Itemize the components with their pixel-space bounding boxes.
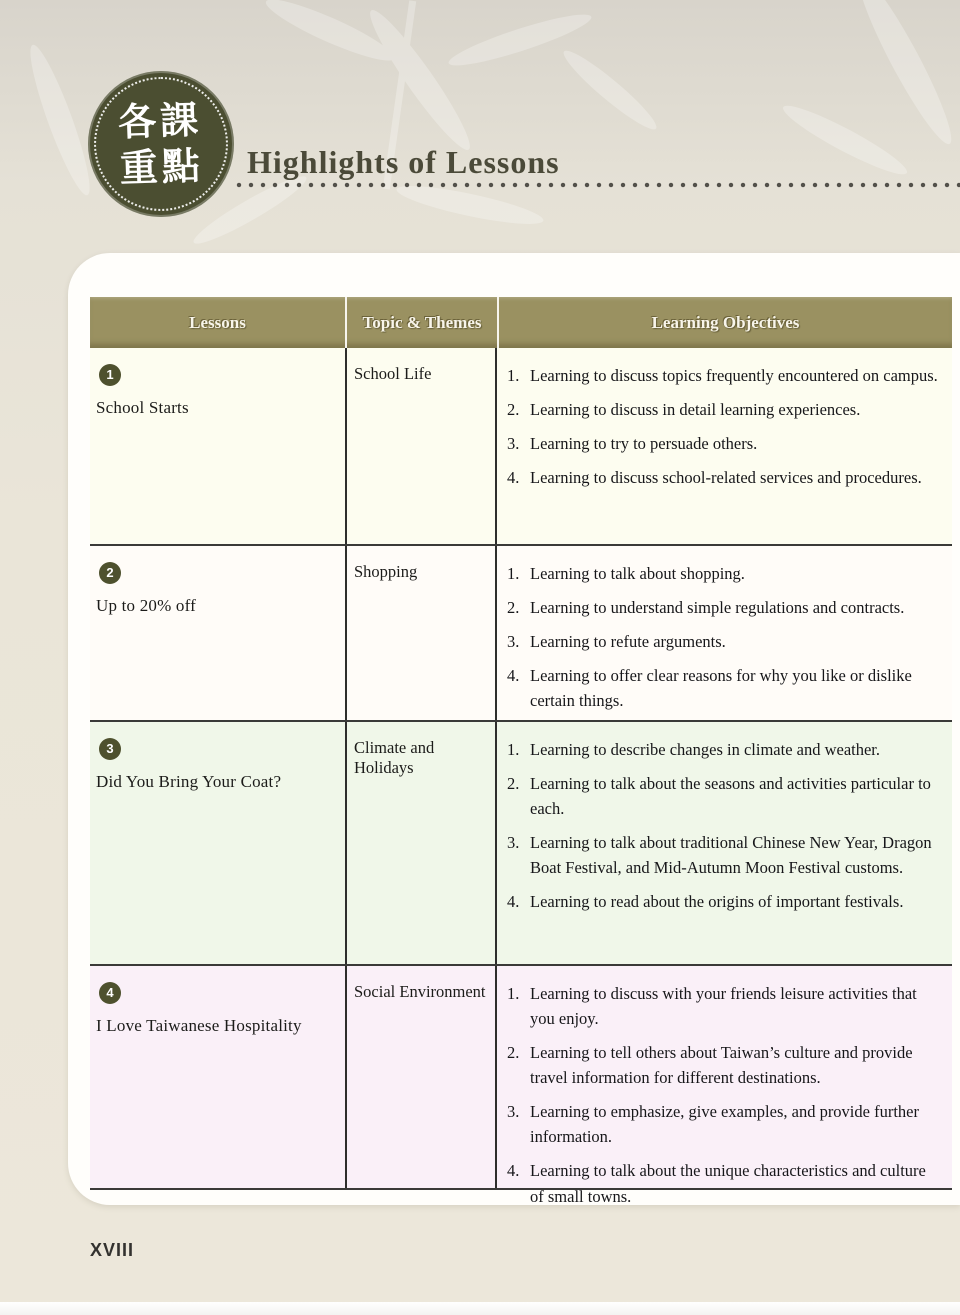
topic-text: School Life xyxy=(354,364,432,383)
lesson-number-badge: 2 xyxy=(99,562,121,584)
column-header-objectives: Learning Objectives xyxy=(497,297,952,348)
topic-text: Climate and Holidays xyxy=(354,738,435,777)
objective-item: Learning to talk about the seasons and activities particular to each. xyxy=(530,774,931,819)
page-bottom-strip xyxy=(0,1302,960,1315)
lesson-title: I Love Taiwanese Hospitality xyxy=(96,1016,302,1035)
lesson-cell xyxy=(90,722,345,964)
topic-text: Shopping xyxy=(354,562,418,581)
objectives-list xyxy=(505,981,938,1209)
objectives-cell xyxy=(497,966,950,1206)
topic-cell xyxy=(345,966,497,1188)
objective-item: Learning to emphasize, give examples, and provide further information. xyxy=(530,1102,919,1147)
objective-item: Learning to refute arguments. xyxy=(530,632,726,652)
objective-item: Learning to offer clear reasons for why you like or dislike certain things. xyxy=(530,666,912,711)
objectives-list xyxy=(505,737,938,914)
objective-item: Learning to discuss in detail learning experiences. xyxy=(530,400,861,420)
objectives-cell xyxy=(497,722,950,964)
topic-text: Social Environment xyxy=(354,982,486,1001)
objective-item: Learning to tell others about Taiwan’s culture and provide travel information for different destinations. xyxy=(530,1043,913,1088)
column-header-topic: Topic & Themes xyxy=(345,297,497,348)
objective-item: Learning to understand simple regulations and contracts. xyxy=(530,598,905,618)
objective-item: Learning to read about the origins of important festivals. xyxy=(530,892,904,912)
title-dotted-divider xyxy=(236,182,960,188)
topic-cell xyxy=(345,722,497,964)
objectives-cell xyxy=(497,348,950,544)
lesson-number-badge: 4 xyxy=(99,982,121,1004)
lesson-title: School Starts xyxy=(96,398,189,417)
topic-cell xyxy=(345,348,497,544)
objective-item: Learning to discuss topics frequently encountered on campus. xyxy=(530,366,938,385)
page-number: XVIII xyxy=(90,1240,135,1260)
objective-item: Learning to talk about the unique characteristics and culture of small towns. xyxy=(530,1161,926,1206)
objective-item: Learning to discuss with your friends leisure activities that you enjoy. xyxy=(530,984,917,1029)
table-row xyxy=(90,722,952,966)
objectives-list xyxy=(505,561,938,713)
table-row xyxy=(90,966,952,1206)
page-title: Highlights of Lessons xyxy=(247,144,560,180)
lesson-cell xyxy=(90,966,345,1188)
content-card xyxy=(68,253,960,1205)
topic-cell xyxy=(345,546,497,720)
objective-item: Learning to talk about shopping. xyxy=(530,564,745,583)
chapter-badge xyxy=(88,71,234,217)
lesson-number-badge: 1 xyxy=(99,364,121,386)
lesson-cell xyxy=(90,348,345,544)
lesson-title: Did You Bring Your Coat? xyxy=(96,772,282,791)
objectives-list xyxy=(505,363,938,490)
column-header-lessons: Lessons xyxy=(189,312,246,332)
lesson-number-badge: 3 xyxy=(99,738,121,760)
table-header-row xyxy=(90,297,952,348)
objectives-cell xyxy=(497,546,950,720)
table-row xyxy=(90,546,952,722)
chapter-badge-label: 各課 重點 xyxy=(117,97,205,191)
objective-item: Learning to describe changes in climate and weather. xyxy=(530,740,881,759)
table-row xyxy=(90,348,952,546)
objective-item: Learning to discuss school-related services and procedures. xyxy=(530,468,922,488)
lessons-table xyxy=(90,297,952,1206)
objective-item: Learning to try to persuade others. xyxy=(530,434,758,454)
objective-item: Learning to talk about traditional Chinese New Year, Dragon Boat Festival, and Mid-Autumn Moon Festival customs. xyxy=(530,833,932,878)
lesson-title: Up to 20% off xyxy=(96,596,197,615)
lesson-cell xyxy=(90,546,345,720)
